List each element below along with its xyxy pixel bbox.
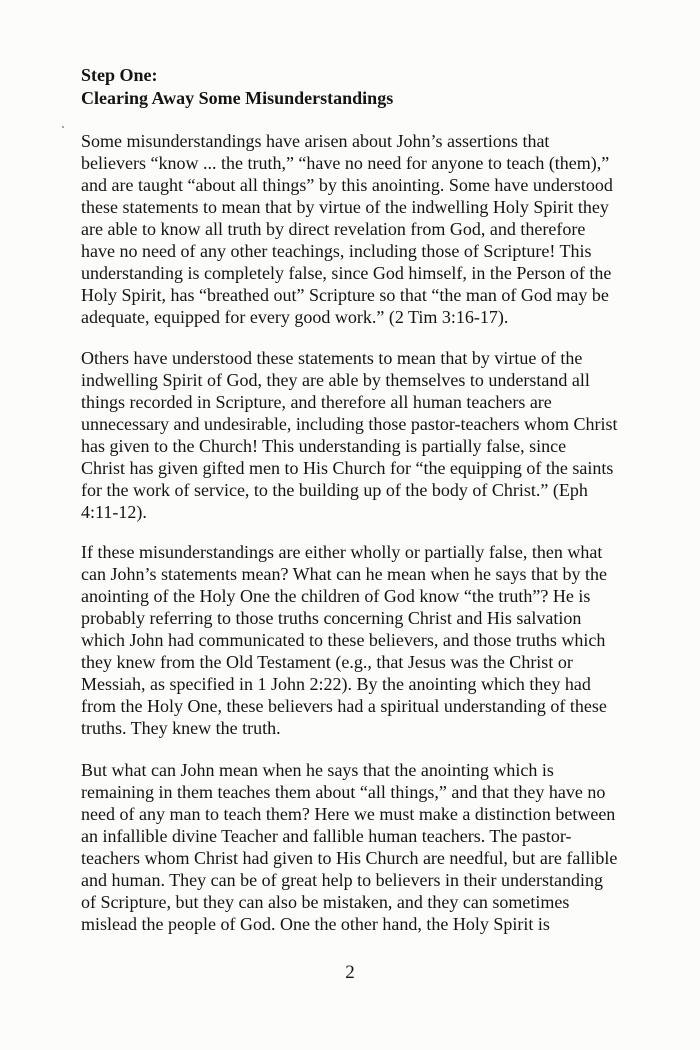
section-title: Clearing Away Some Misunderstandings — [81, 88, 394, 108]
text-line: Christ has given gifted men to His Church for “the equipping of the saints — [81, 458, 614, 478]
text-line: But what can John mean when he says that the anointing which is — [81, 760, 554, 780]
text-line: unnecessary and undesirable, including those pastor-teachers whom Christ — [81, 414, 618, 434]
text-line: anointing of the Holy One the children of God know “the truth”? He is — [81, 586, 591, 606]
text-line: they knew from the Old Testament (e.g., that Jesus was the Christ or — [81, 652, 573, 672]
text-line: teachers whom Christ had given to His Church are needful, but are fallible — [81, 848, 618, 868]
text-line: can John’s statements mean? What can he mean when he says that by the — [81, 564, 607, 584]
text-line: from the Holy One, these believers had a spiritual understanding of these — [81, 696, 607, 716]
text-line: mislead the people of God. One the other hand, the Holy Spirit is — [81, 914, 550, 934]
paragraph-4 — [81, 759, 641, 935]
text-line: indwelling Spirit of God, they are able by themselves to understand all — [81, 370, 590, 390]
text-line: If these misunderstandings are either wholly or partially false, then what — [81, 542, 603, 562]
text-line: for the work of service, to the building up of the body of Christ.” (Eph — [81, 480, 588, 500]
text-line: Messiah, as specified in 1 John 2:22). By the anointing which they had — [81, 674, 591, 694]
text-line: believers “know ... the truth,” “have no need for anyone to teach (them),” — [81, 153, 610, 173]
section-heading — [81, 64, 393, 110]
page-number: 2 — [345, 962, 355, 983]
text-line: an infallible divine Teacher and fallible human teachers. The pastor- — [81, 826, 572, 846]
text-line: which John had communicated to these believers, and those truths which — [81, 630, 606, 650]
paragraph-2 — [81, 347, 641, 523]
text-line: understanding is completely false, since God himself, in the Person of the — [81, 263, 612, 283]
text-line: these statements to mean that by virtue of the indwelling Holy Spirit they — [81, 197, 609, 217]
text-line: and are taught “about all things” by this anointing. Some have understood — [81, 175, 613, 195]
paragraph-1 — [81, 130, 641, 328]
text-line: remaining in them teaches them about “all things,” and that they have no — [81, 782, 606, 802]
text-line: adequate, equipped for every good work.” (2 Tim 3:16-17). — [81, 307, 509, 327]
text-line: Others have understood these statements to mean that by virtue of the — [81, 348, 583, 368]
text-line: Some misunderstandings have arisen about John’s assertions that — [81, 131, 550, 151]
text-line: has given to the Church! This understanding is partially false, since — [81, 436, 567, 456]
text-line: have no need of any other teachings, including those of Scripture! This — [81, 241, 592, 261]
paragraph-3 — [81, 541, 641, 739]
text-line: need of any man to teach them? Here we must make a distinction between — [81, 804, 616, 824]
text-line: of Scripture, but they can also be mistaken, and they can sometimes — [81, 892, 570, 912]
scan-speck — [62, 126, 64, 128]
text-line: things recorded in Scripture, and therefore all human teachers are — [81, 392, 552, 412]
text-line: 4:11-12). — [81, 502, 147, 522]
text-line: truths. They knew the truth. — [81, 718, 281, 738]
text-line: Holy Spirit, has “breathed out” Scripture so that “the man of God may be — [81, 285, 609, 305]
text-line: probably referring to those truths concerning Christ and His salvation — [81, 608, 582, 628]
text-line: are able to know all truth by direct revelation from God, and therefore — [81, 219, 586, 239]
section-step-label: Step One: — [81, 65, 158, 85]
text-line: and human. They can be of great help to believers in their understanding — [81, 870, 603, 890]
